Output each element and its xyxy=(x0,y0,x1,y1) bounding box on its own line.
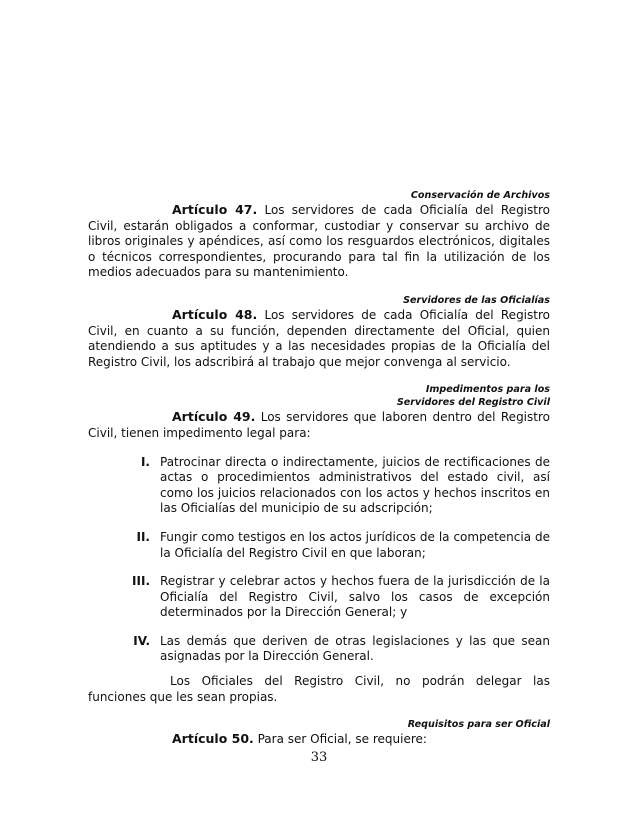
list-numeral-2: II. xyxy=(136,529,150,544)
heading-servidores-oficialias: Servidores de las Oficialías xyxy=(403,294,550,306)
list-item-2 xyxy=(88,530,550,561)
article-50-text: Para ser Oficial, se requiere: xyxy=(253,732,427,747)
article-49-text: Los servidores que laboren dentro del Registro Civil, tienen impedimento legal para: xyxy=(88,410,550,440)
page-number: 33 xyxy=(310,750,328,765)
list-numeral-1: I. xyxy=(140,454,150,469)
article-48-title: Artículo 48. xyxy=(172,306,258,322)
closing-paragraph xyxy=(88,674,550,705)
page-content xyxy=(88,189,550,748)
heading-requisitos-oficial: Requisitos para ser Oficial xyxy=(407,719,550,731)
list-numeral-3: III. xyxy=(132,574,150,589)
article-48 xyxy=(88,307,550,370)
heading-impedimentos-line1: Impedimentos para los xyxy=(425,384,550,396)
article-49-title: Artículo 49. xyxy=(172,409,256,425)
list-item-3 xyxy=(88,574,550,621)
closing-paragraph-text: Los Oficiales del Registro Civil, no podrán delegar las funciones que les sean propias. xyxy=(88,674,550,704)
article-50-title: Artículo 50. xyxy=(172,731,254,747)
article-50 xyxy=(88,731,550,748)
article-47-text: Los servidores de cada Oficialía del Registro Civil, estarán obligados a conformar, custodiar y conservar su archivo de libros originales y apéndices, así como los resguardos electrónicos, digitales o técnicos correspondientes, procurando para tal fin la utilización de los medios adecuados para su mantenimiento. xyxy=(88,203,550,280)
list-text-1: Patrocinar directa o indirectamente, juicios de rectificaciones de actas o procedimientos administrativos del estado civil, así como los juicios relacionados con los actos y hechos inscritos en las Oficialías del municipio de su adscripción; xyxy=(160,454,550,516)
list-text-3: Registrar y celebrar actos y hechos fuera de la jurisdicción de la Oficialía del Registro Civil, salvo los casos de excepción determinados por la Dirección General; y xyxy=(160,574,550,620)
article-49 xyxy=(88,409,550,441)
article-47 xyxy=(88,202,550,281)
list-text-4: Las demás que deriven de otras legislaciones y las que sean asignadas por la Dirección General. xyxy=(160,633,550,664)
article-47-title: Artículo 47. xyxy=(172,202,258,217)
article-48-text: Los servidores de cada Oficialía del Registro Civil, en cuanto a su función, dependen directamente del Oficial, quien atendiendo a sus aptitudes y a las necesidades propias de la Oficialía del Registro Civil, los adscribirá al trabajo que mejor convenga al servicio. xyxy=(88,307,550,369)
list-item-4 xyxy=(88,634,550,665)
list-text-2: Fungir como testigos en los actos jurídicos de la competencia de la Oficialía del Registro Civil en que laboran; xyxy=(160,529,550,560)
heading-impedimentos-line2: Servidores del Registro Civil xyxy=(396,397,550,409)
heading-conservacion-archivos: Conservación de Archivos xyxy=(410,190,550,201)
list-item-1 xyxy=(88,455,550,517)
list-numeral-4: IV. xyxy=(133,633,150,648)
